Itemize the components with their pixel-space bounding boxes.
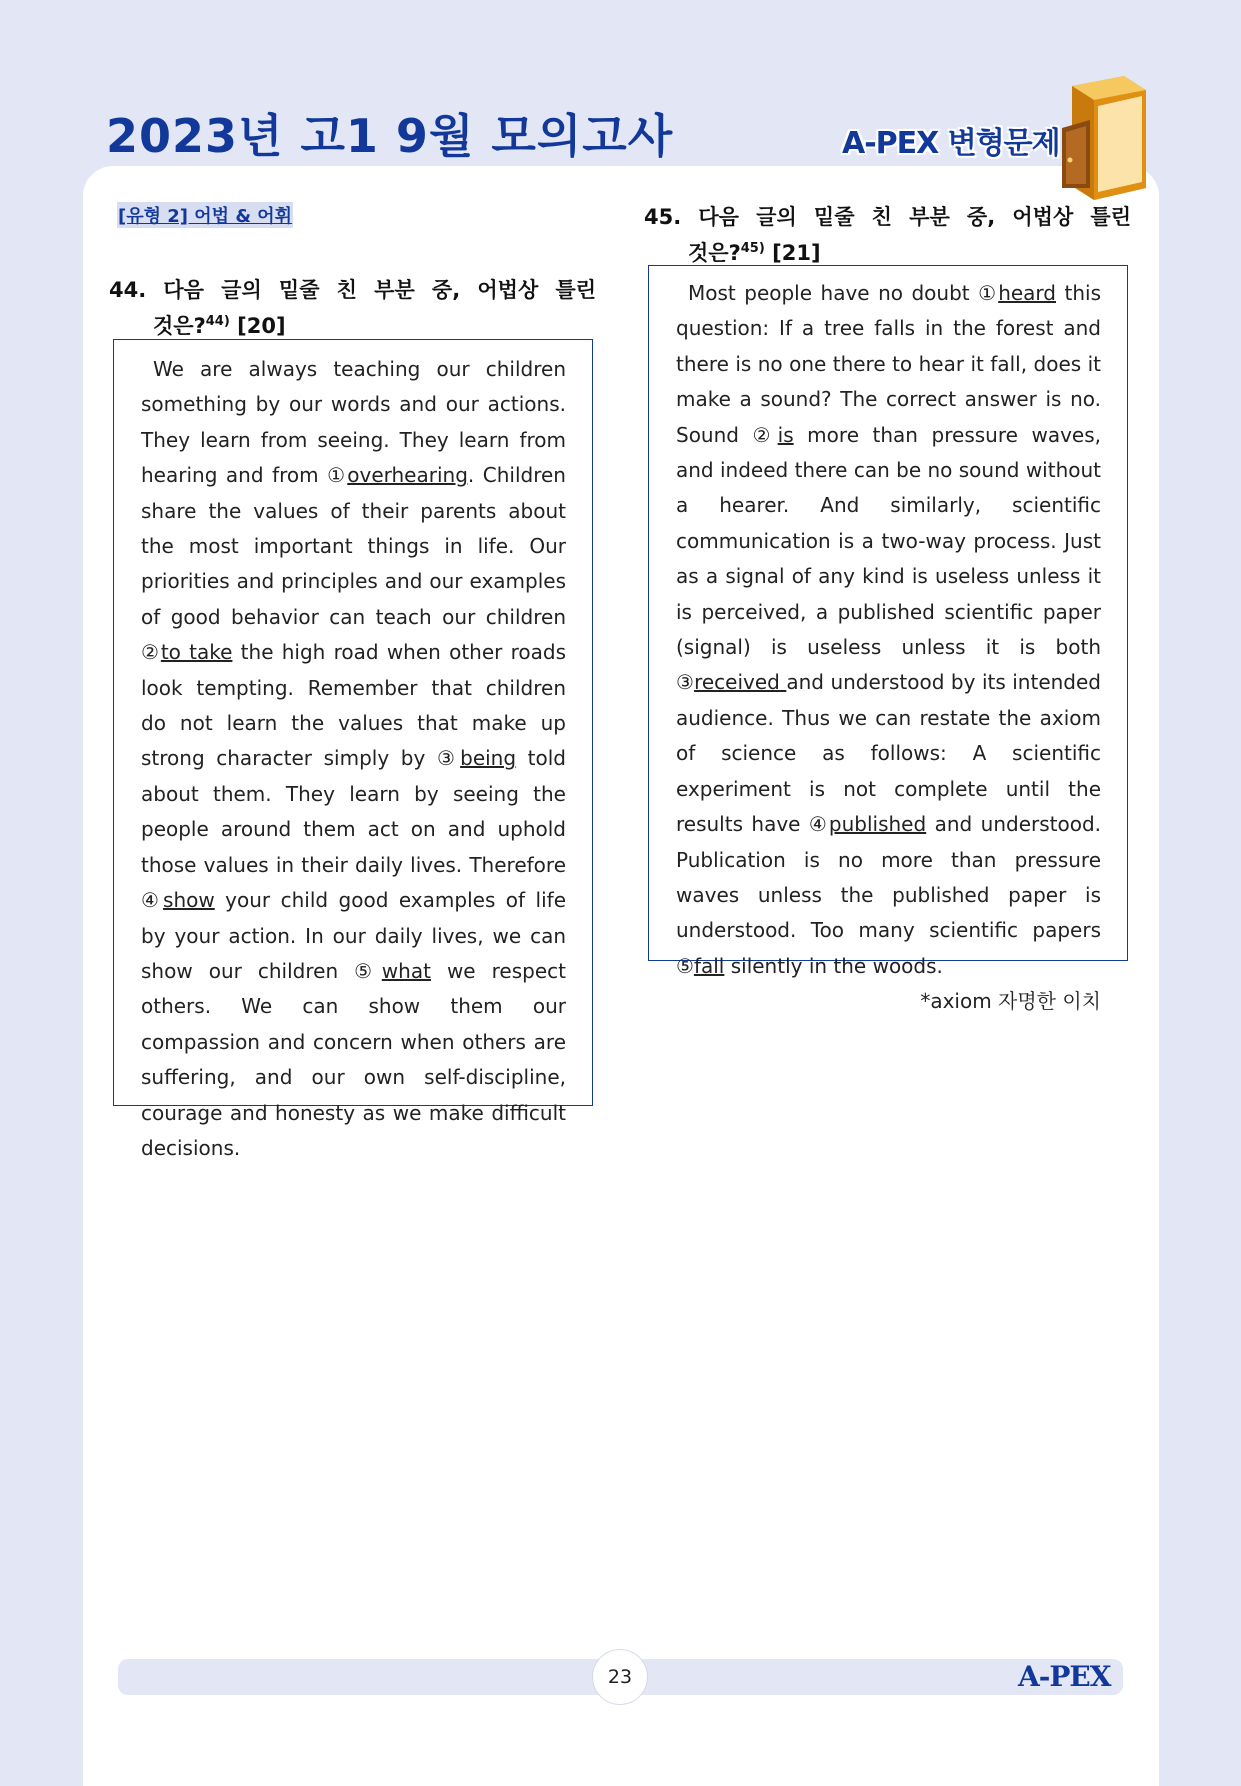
q45-title xyxy=(644,201,1131,269)
q45-vocab-note: *axiom 자명한 이치 xyxy=(920,989,1101,1014)
q44-ref: [20] xyxy=(229,314,286,338)
q44-choice-5: what xyxy=(381,958,431,983)
q44-choice-2: to take xyxy=(160,640,233,665)
q45-choice-2: is xyxy=(777,422,794,447)
choice-marker: ⑤ xyxy=(354,958,382,983)
brand-label: A-PEX 변형문제 xyxy=(842,126,1060,161)
question-type-label: [유형 2] 어법 & 어휘 xyxy=(117,202,293,228)
book-door-icon xyxy=(1062,76,1146,200)
choice-marker: ⑤ xyxy=(676,953,694,978)
choice-marker: ③ xyxy=(676,670,695,695)
q44-title-line1: 44. 다음 글의 밑줄 친 부분 중, 어법상 틀린 xyxy=(109,278,596,302)
choice-marker: ① xyxy=(327,463,348,488)
q44-choice-4: show xyxy=(163,888,215,913)
q44-passage: We are always teaching our children something by our words and our actions. They learn from seeing. They learn from hearing and from ①overhearing. Children share the values of their parents about the most important things in life. Our priorities and principles and our examples of good behavior can teach our children ②to take the high road when other roads look tempting. Remember that children do not learn the values that make up strong character simply by ③being told about them. They learn by seeing the people around them act on and uphold those values in their daily lives. Therefore ④show your child good examples of life by your action. In our daily lives, we can show our children ⑤what we respect others. We can show them our compassion and concern when others are suffering, and our own self-discipline, courage and honesty as we make difficult decisions. xyxy=(141,357,566,1160)
choice-marker: ① xyxy=(978,281,999,305)
footer-logo: A-PEX xyxy=(1018,1660,1111,1693)
q45-choice-4: published xyxy=(828,812,927,837)
page-number: 23 xyxy=(592,1649,648,1705)
q44-footnote: 44) xyxy=(205,314,230,329)
q44-title-line2: 것은?$^{44)}$ [20] xyxy=(153,314,286,338)
q44-choice-1: overhearing xyxy=(347,463,468,488)
choice-marker: ② xyxy=(141,640,161,665)
q45-title-line1: 45. 다음 글의 밑줄 친 부분 중, 어법상 틀린 xyxy=(644,205,1131,229)
choice-marker: ④ xyxy=(808,812,829,837)
page-title: 2023년 고1 9월 모의고사 xyxy=(106,109,674,163)
q45-choice-1: heard xyxy=(998,281,1056,305)
q45-choice-5: fall xyxy=(693,953,725,978)
q44-title xyxy=(109,274,596,342)
q45-passage: Most people have no doubt ①heard this question: If a tree falls in the forest and there is no one there to hear it fall, does it make a sound? The correct answer is no. Sound ②is more than pressure waves, and indeed there can be no sound without a hearer. And similarly, scientific communication is a two-way process. Just as a signal of any kind is useless unless it is perceived, a published scientific paper (signal) is useless unless it is both ③received and understood by its intended audience. Thus we can restate the axiom of science as follows: A scientific experiment is not complete until the results have ④published and understood. Publication is no more than pressure waves unless the published paper is understood. Too many scientific papers ⑤fall silently in the woods. xyxy=(676,281,1102,978)
choice-marker: ④ xyxy=(141,888,164,913)
choice-marker: ③ xyxy=(436,746,461,771)
q44-choice-3: being xyxy=(460,746,517,771)
q45-passage-box xyxy=(648,265,1128,1014)
q45-ref: [21] xyxy=(764,241,821,265)
q45-footnote: 45) xyxy=(740,241,765,256)
q45-choice-3: received xyxy=(694,670,787,695)
q45-title-line2: 것은?$^{45)}$ [21] xyxy=(688,241,821,265)
q44-passage-box xyxy=(113,339,593,1160)
choice-marker: ② xyxy=(752,422,778,447)
